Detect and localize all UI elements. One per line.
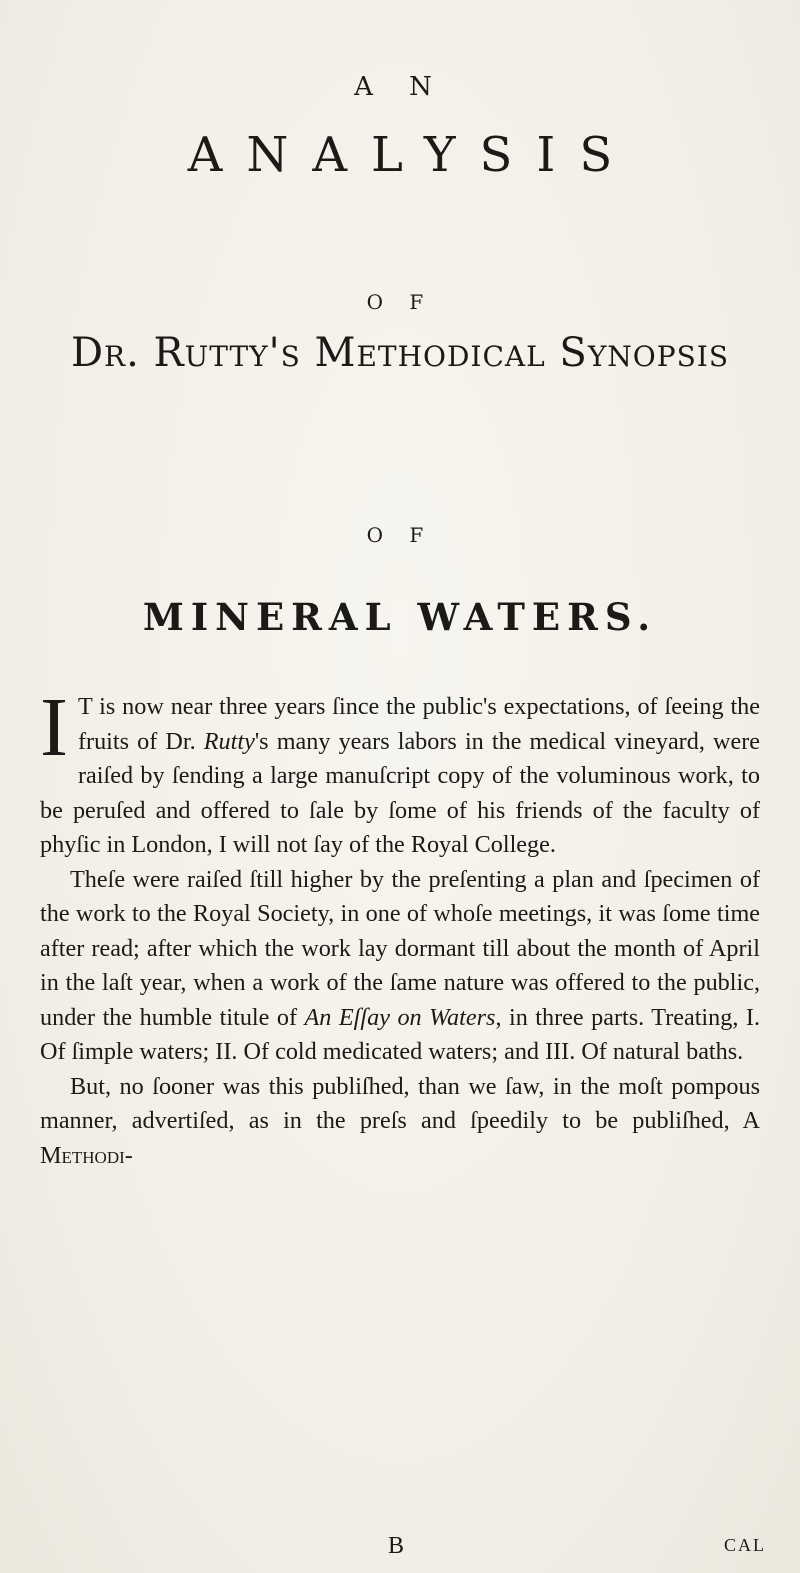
- paragraph-2: [40, 863, 760, 1070]
- title-topic: MINERAL WATERS.: [142, 595, 658, 639]
- paragraph-1-text-a: T is now near three years ſince the public's expectations, of ſeeing the fruits of Dr.: [77, 693, 760, 755]
- paragraph-3: [40, 1070, 760, 1174]
- title-of-first: O F: [366, 290, 434, 314]
- paragraph-3-small-caps: Methodi-: [40, 1141, 133, 1169]
- paragraph-2-italic-title: An Eſſay on Waters: [304, 1003, 496, 1031]
- paragraph-1-text-b: 's many years labors in the medical vineyard, were raiſed by ſending a large manuſcript copy of the voluminous work, to be peruſed and offered to ſale by ſome of his friends of the faculty of phyſic in London, I will not ſay of the Royal College.: [40, 727, 760, 858]
- paragraph-3-text-a: But, no ſooner was this publiſhed, than we ſaw, in the moſt pompous manner, advertiſed, as in the preſs and ſpeedily to be publiſhed, A: [40, 1072, 760, 1134]
- paragraph-1-italic-name: Rutty: [203, 727, 255, 755]
- page-footer: [0, 1533, 800, 1563]
- catchword: CAL: [724, 1535, 766, 1555]
- title-analysis: ANALYSIS: [187, 127, 637, 183]
- paragraph-2-text-b: , in three parts. Treating, I. Of ſimple waters; II. Of cold medicated waters; and III. Of natural baths.: [40, 1003, 760, 1065]
- signature-mark: B: [388, 1533, 405, 1559]
- title-subject: Dr. Rutty's Methodical Synopsis: [70, 330, 730, 376]
- title-an: A N: [354, 72, 446, 102]
- body-text: [40, 681, 760, 1173]
- drop-cap: I: [40, 681, 68, 774]
- paragraph-1: [40, 681, 760, 863]
- paragraph-2-text-a: Theſe were raiſed ſtill higher by the preſenting a plan and ſpecimen of the work to the Royal Society, in one of whoſe meetings, it was ſome time after read; after which the work lay dormant till about the month of April in the laſt year, when a work of the ſame nature was offered to the public, under the humble titule of: [40, 865, 760, 1031]
- title-of-second: O F: [366, 523, 434, 547]
